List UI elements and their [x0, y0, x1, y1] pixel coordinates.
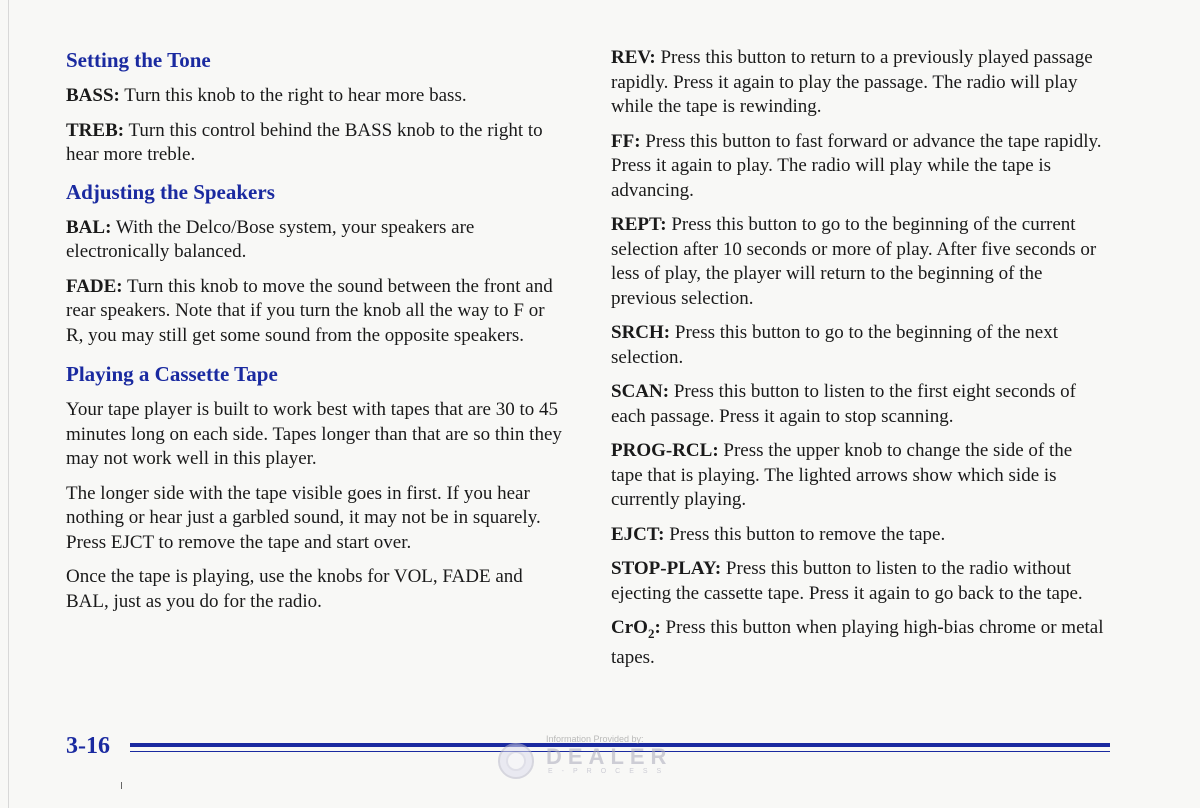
scan-entry	[611, 380, 1106, 429]
bal-entry	[66, 216, 566, 265]
fade-entry	[66, 275, 566, 349]
stop-play-term: STOP-PLAY:	[611, 558, 722, 579]
fade-term: FADE:	[66, 275, 123, 297]
heading-adjusting-speakers: Adjusting the Speakers	[66, 179, 275, 204]
left-column	[66, 46, 566, 624]
treb-term: TREB:	[66, 119, 125, 141]
fade-text: Turn this knob to move the sound between the front and rear speakers. Note that if you turn the knob all the way to F or R, you may still get some sound from the opposite speakers.	[66, 275, 553, 346]
bass-term: BASS:	[66, 85, 120, 106]
cro2-term-colon: :	[654, 617, 661, 638]
prog-rcl-term: PROG-RCL:	[611, 440, 719, 461]
bal-term: BAL:	[66, 216, 112, 238]
page-tick-mark	[121, 782, 122, 789]
treb-entry	[66, 119, 566, 168]
srch-text: Press this button to go to the beginning of the next selection.	[611, 322, 1059, 368]
rev-term: REV:	[611, 47, 656, 68]
ff-term: FF:	[611, 130, 641, 152]
cro2-text: Press this button when playing high-bias chrome or metal tapes.	[611, 617, 1104, 669]
stop-play-text: Press this button to listen to the radio without ejecting the cassette tape. Press it again to go back to the tape.	[611, 558, 1083, 604]
dealer-watermark	[496, 734, 696, 780]
ejct-term: EJCT:	[611, 523, 665, 545]
ff-text: Press this button to fast forward or advance the tape rapidly. Press it again to play. The radio will play while the tape is advancing.	[611, 130, 1102, 201]
rept-entry	[611, 213, 1106, 311]
scan-term: SCAN:	[611, 381, 670, 402]
rev-text: Press this button to return to a previously played passage rapidly. Press it again to play the passage. The radio will play while the tape is rewinding.	[611, 47, 1093, 117]
right-column	[611, 46, 1106, 681]
srch-entry	[611, 321, 1106, 370]
bal-text: With the Delco/Bose system, your speakers are electronically balanced.	[66, 216, 475, 262]
prog-rcl-text: Press the upper knob to change the side of the tape that is playing. The lighted arrows show which side is currently playing.	[611, 440, 1073, 510]
cassette-paragraph-3: Once the tape is playing, use the knobs for VOL, FADE and BAL, just as you do for the radio.	[66, 566, 523, 612]
prog-rcl-entry	[611, 439, 1106, 513]
bass-text: Turn this knob to the right to hear more bass.	[119, 85, 467, 106]
rev-entry	[611, 46, 1106, 120]
heading-setting-tone: Setting the Tone	[66, 48, 211, 72]
treb-text: Turn this control behind the BASS knob to the right to hear more treble.	[66, 119, 543, 165]
watermark-caption: Information Provided by:	[546, 734, 644, 744]
ejct-entry	[611, 523, 1106, 548]
dealer-logo-icon	[496, 742, 536, 780]
watermark-sub: E-PROCESS	[548, 768, 671, 775]
cro2-term-main: CrO	[611, 617, 648, 638]
cassette-paragraph-1: Your tape player is built to work best with tapes that are 30 to 45 minutes long on each side. Tapes longer than that are so thin they may not work well in this player.	[66, 399, 562, 469]
rept-term: REPT:	[611, 214, 667, 235]
page-edge	[8, 0, 9, 808]
bass-entry	[66, 84, 566, 109]
ff-entry	[611, 130, 1106, 204]
srch-term: SRCH:	[611, 322, 671, 343]
scan-text: Press this button to listen to the first eight seconds of each passage. Press it again to stop scanning.	[611, 381, 1076, 427]
cro2-entry	[611, 616, 1106, 671]
ejct-text: Press this button to remove the tape.	[664, 523, 946, 545]
rept-text: Press this button to go to the beginning of the current selection after 10 seconds or more of play. After five seconds or less of play, the player will return to the beginning of the previous selection.	[611, 214, 1097, 309]
cro2-term	[611, 617, 661, 641]
cassette-paragraph-2: The longer side with the tape visible goes in first. If you hear nothing or hear just a garbled sound, it may not be in squarely. Press EJCT to remove the tape and start over.	[66, 482, 541, 553]
cro2-term-subscript: 2	[647, 625, 655, 641]
stop-play-entry	[611, 557, 1106, 606]
heading-playing-cassette: Playing a Cassette Tape	[66, 362, 278, 386]
watermark-word: DEALER	[546, 744, 673, 769]
page-number: 3-16	[66, 733, 110, 759]
